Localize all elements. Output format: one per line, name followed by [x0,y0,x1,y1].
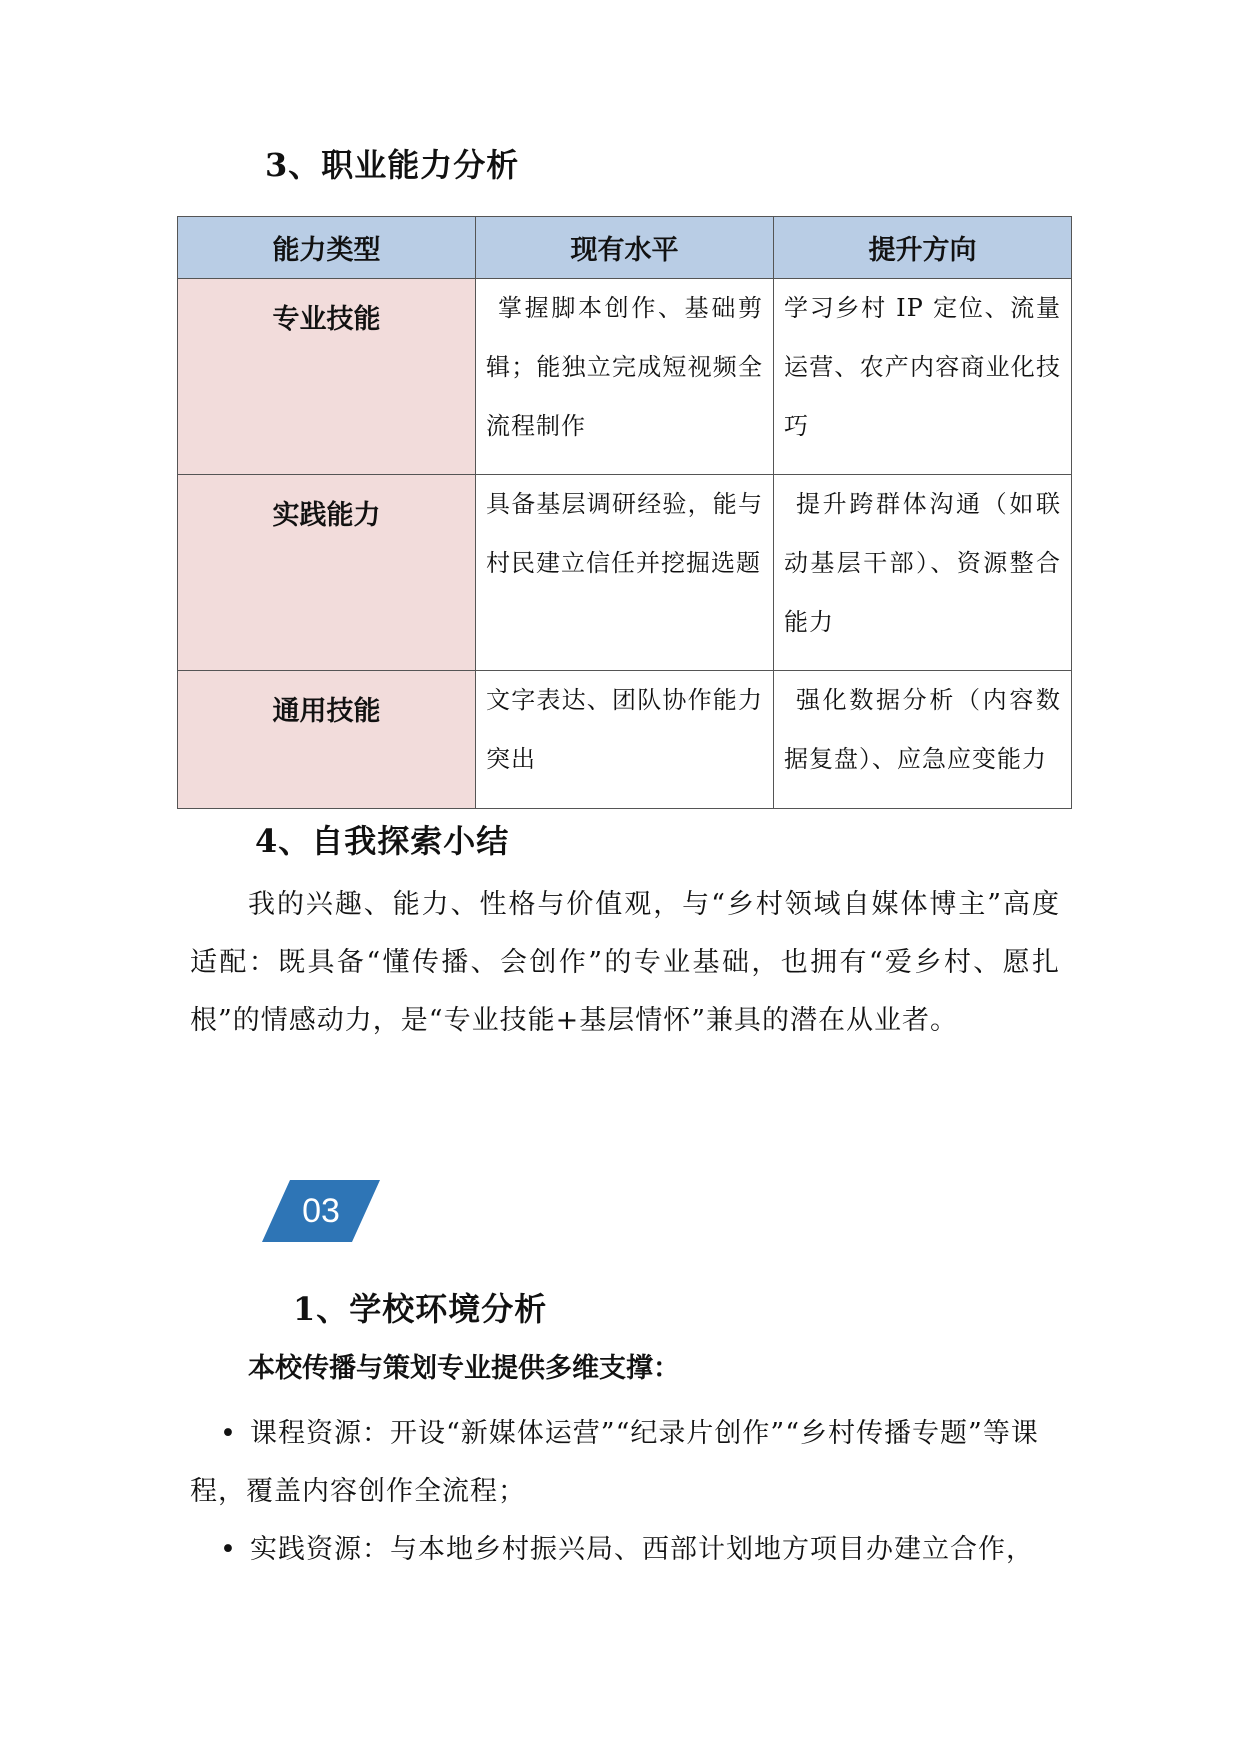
ability-type-cell: 实践能力 [178,475,476,671]
bullet-dot-icon: • [220,1418,237,1449]
chapter-number: 03 [302,1192,340,1230]
ability-analysis-table [177,216,1072,809]
section-4-title: 4、自我探索小结 [255,822,510,860]
list-item-text: 课程资源：开设“新媒体运营”“纪录片创作”“乡村传播专题”等课程，覆盖内容创作全流程； [190,1418,1039,1507]
list-item [190,1521,1060,1579]
improvement-cell: 强化数据分析（内容数据复盘）、应急应变能力 [774,671,1072,809]
school-intro: 本校传播与策划专业提供多维支撑： [248,1353,680,1384]
improvement-cell: 提升跨群体沟通（如联动基层干部）、资源整合能力 [774,475,1072,671]
current-level-cell: 具备基层调研经验，能与村民建立信任并挖掘选题 [476,475,774,671]
header-ability-type: 能力类型 [178,217,476,279]
improvement-cell: 学习乡村 IP 定位、流量运营、农产内容商业化技巧 [774,279,1072,475]
current-level-cell: 文字表达、团队协作能力突出 [476,671,774,809]
bullet-dot-icon: • [220,1534,237,1565]
current-level-cell: 掌握脚本创作、基础剪辑；能独立完成短视频全流程制作 [476,279,774,475]
table-row [178,279,1072,475]
ability-type-cell: 专业技能 [178,279,476,475]
table-row [178,671,1072,809]
chapter-badge [262,1180,380,1242]
table-row [178,475,1072,671]
table-header-row [178,217,1072,279]
header-current-level: 现有水平 [476,217,774,279]
section-3-title: 3、职业能力分析 [265,146,520,184]
list-item-text: 实践资源：与本地乡村振兴局、西部计划地方项目办建立合作， [250,1534,1034,1565]
header-improvement: 提升方向 [774,217,1072,279]
ability-type-cell: 通用技能 [178,671,476,809]
list-item [190,1405,1060,1521]
self-exploration-summary: 我的兴趣、能力、性格与价值观，与“乡村领域自媒体博主”高度适配：既具备“懂传播、会创作”的专业基础，也拥有“爱乡村、愿扎根”的情感动力，是“专业技能+基层情怀”兼具的潜在从业者。 [190,889,1060,1036]
school-section-title: 1、学校环境分析 [293,1290,548,1328]
